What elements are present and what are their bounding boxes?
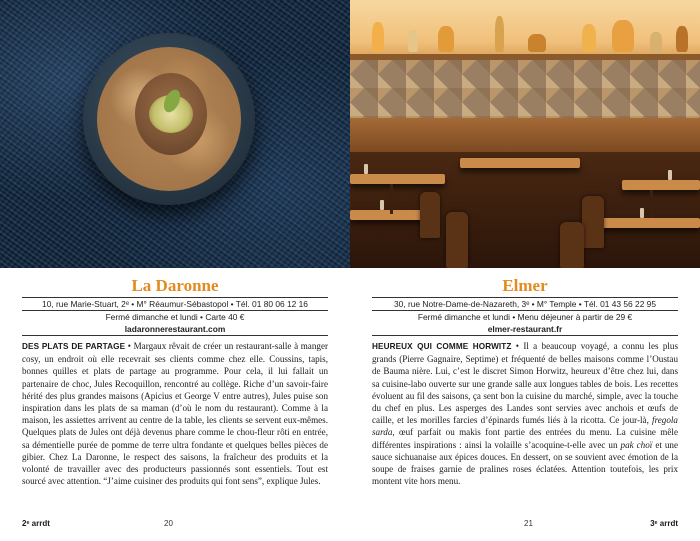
chair — [420, 192, 440, 238]
right-page — [350, 0, 700, 541]
vase — [408, 30, 418, 52]
page-number: 20 — [164, 519, 173, 528]
review-italic-2: pak choï — [620, 439, 653, 450]
wall-lighting — [350, 0, 700, 60]
chair — [582, 196, 604, 248]
interior-photo — [350, 0, 700, 268]
restaurant-info — [372, 297, 678, 336]
dessert-bowl — [83, 33, 255, 205]
review-italic-1: fregola sarda — [372, 415, 678, 438]
page-footer — [372, 519, 678, 531]
review-lead: HEUREUX QUI COMME HORWITZ — [372, 342, 512, 351]
restaurant-title: Elmer — [502, 276, 548, 295]
wine-glass — [640, 208, 644, 218]
chair — [560, 222, 584, 268]
dining-floor — [350, 152, 700, 268]
table — [460, 158, 580, 168]
arrondissement-label: 3ᵉ arrdt — [650, 519, 678, 528]
website-link[interactable]: elmer-restaurant.fr — [372, 323, 678, 336]
table — [600, 218, 700, 228]
review-body-1: Il a beaucoup voyagé, a connu les plus grands (Pierre Gagnaire, Septime) et fréquenté de belles maisons comme l’Oustau de Bauma nière. Lui, c’est le discret Simon Horwitz, heureux d’être chez lui, dans sa cuisine-labo ouverte sur une grande salle aux longues tables de bois. Les recettes évoluent au fil des saisons, ça sent bon la cuisine du marché, simple, avec la touche du chef en plus. Les asperges des Landes sont servies avec anchois et œufs de caille, et les morilles farcies d’épinards fumés liés à la ricotta. Ce jour-là, — [372, 341, 679, 426]
review-body-3: et une sauce sichuanaise aux épices douces. En dessert, on se souvient avec émotion de la soupe de fraises garnie de pralines roses éclatées. Attention toutefois, les prix montent vite hors menu. — [372, 439, 679, 487]
review-text: HEUREUX QUI COMME HORWITZ • Il a beaucoup voyagé, a connu les plus grands (Pierre Gagnaire, Septime) et fréquenté de belles maisons comme l’Oustau de Bauma nière. Lui, c’est le discret Simon Horwitz, heureux d’être chez lui, dans sa cuisine-labo ouverte sur une grande salle aux longues tables de bois. Les recettes évoluent au fil des saisons, ça sent bon la cuisine du marché, simple, avec la touche du chef en plus. Les asperges des Landes sont servies avec anchois et œufs de caille, et les morilles farcies d’épinards fumés liés à la ricotta. Ce jour-là, fregola sarda, œuf parfait ou makis font partie des entrées du menu. La cuisine mêle différentes inspirations : ainsi la volaille s’acoquine-t-elle avec un pak choï et une sauce sichuanaise aux épices douces. En dessert, on se souvient avec émotion de la soupe de fraises garnie de pralines roses éclatées. Attention toutefois, les prix montent vite hors menu. — [372, 341, 679, 487]
dish-photo — [0, 0, 350, 268]
page-number: 21 — [524, 519, 533, 528]
website-link[interactable]: ladaronnerestaurant.com — [22, 323, 328, 336]
table-leg — [390, 184, 393, 214]
hours-line: Fermé dimanche et lundi • Menu déjeuner à partir de 29 € — [417, 312, 633, 322]
restaurant-title: La Daronne — [131, 276, 219, 295]
wine-glass — [668, 170, 672, 180]
page-footer — [22, 519, 328, 531]
chair — [446, 212, 468, 268]
review-body: Margaux rêvait de créer un restaurant-salle à manger cosy, un endroit où elle recevrait ses clients comme chez elle. Coussins, tapis, bonnes quilles et plats de partage au programme. Pour cela, il lui fallait un partenaire de choc, Jules Recoquillon, rencontré au collège. Riche d’un savoir-faire hérité des plus grandes maisons (Apicius et George V entre autres), Jules puise son inspiration dans les plats de sa maman (d’où le nom du restaurant). Comme à la maison, les assiettes arrivent au centre de la table, les clients se servent eux-mêmes. Quelques plats de Jules ont déjà devenus phare comme le chou-fleur rôti en entrée, sa démentielle purée de pomme de terre ultra fondante et quelques belles pièces de gibier. Chez La Daronne, le respect des saisons, la fraîcheur des produits et la volonté de travailler avec des producteurs passionnés sont essentiels. Tout est sourcé avec attention. “J’aime cuisiner des produits qui font sens”, explique Jules. — [22, 341, 329, 487]
wine-glass — [364, 164, 368, 174]
geometric-tiles — [350, 60, 700, 122]
table — [622, 180, 700, 190]
vase — [528, 34, 546, 52]
table — [350, 174, 445, 184]
address-line: 10, rue Marie-Stuart, 2ᵉ • M° Réaumur-Sébastopol • Tél. 01 80 06 12 16 — [22, 297, 328, 311]
review-lead: DES PLATS DE PARTAGE — [22, 342, 126, 351]
mousse-quenelle — [135, 73, 207, 155]
banquette — [350, 118, 700, 152]
hours-line: Fermé dimanche et lundi • Carte 40 € — [105, 312, 245, 322]
vase — [438, 26, 454, 52]
vase — [612, 20, 634, 52]
review-text: DES PLATS DE PARTAGE • Margaux rêvait de créer un restaurant-salle à manger cosy, un endroit où elle recevrait ses clients comme chez elle. Coussins, tapis, bonnes quilles et plats de partage au programme. Pour cela, il lui fallait un partenaire de choc, Jules Recoquillon, rencontré au collège. Riche d’un savoir-faire hérité des plus grandes maisons (Apicius et George V entre autres), Jules puise son inspiration dans les plats de sa maman (d’où le nom du restaurant). Comme à la maison, les assiettes arrivent au centre de la table, les clients se servent eux-mêmes. Quelques plats de Jules ont déjà devenus phare comme le chou-fleur rôti en entrée, sa démentielle purée de pomme de terre ultra fondante et quelques belles pièces de gibier. Chez La Daronne, le respect des saisons, la fraîcheur des produits et la volonté de travailler avec des producteurs passionnés sont essentiels. Tout est sourcé avec attention. “J’aime cuisiner des produits qui font sens”, explique Jules. — [22, 341, 329, 487]
wine-glass — [380, 200, 384, 210]
address-line: 30, rue Notre-Dame-de-Nazareth, 3ᵉ • M° Temple • Tél. 01 43 56 22 95 — [372, 297, 678, 311]
vase — [676, 26, 688, 52]
crumble — [97, 47, 241, 191]
vase — [582, 24, 596, 52]
table-leg — [650, 190, 653, 218]
arrondissement-label: 2ᵉ arrdt — [22, 519, 50, 528]
vase — [372, 22, 384, 52]
vase — [650, 32, 662, 52]
review-body-2: , œuf parfait ou makis font partie des entrées du menu. La cuisine mêle différentes inspirations : ainsi la volaille s’acoquine-t-elle avec un — [372, 427, 678, 450]
restaurant-info — [22, 297, 328, 336]
vase — [495, 16, 504, 52]
